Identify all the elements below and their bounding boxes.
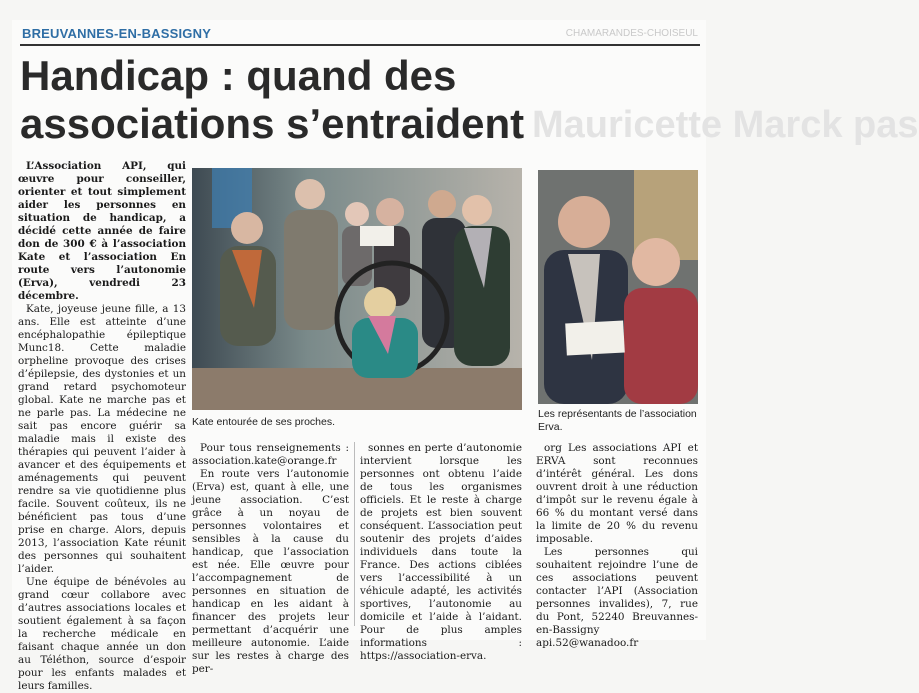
article-headline: Handicap : quand des associations s’entraident: [20, 52, 525, 147]
article-column-4: [536, 442, 698, 650]
photo-erva-image: [538, 170, 698, 404]
article-column-3: [360, 442, 522, 663]
photo-erva: [538, 170, 698, 404]
section-kicker: BREUVANNES-EN-BASSIGNY: [22, 26, 212, 41]
photo-group-image: [192, 168, 522, 410]
paragraph-join: Les personnes qui souhaitent rejoindre l’une de ces associations peuvent contacter l’API (Association personnes invalides), 7, rue du Pont, 52240 Breuvannes-en-Bassigny api.52@wanadoo.fr: [536, 546, 698, 649]
paragraph-erva-continued: sonnes en perte d’autonomie intervient lorsque les personnes ont obtenu l’aide de tous les organismes officiels. Et le reste à charge de projets est bien souvent conséquent. L’association peut soutenir des projets d’aides individuels dans toute la France. Des actions ciblées vers l’accessibilité à un véhicule adapté, les activités sportives, l’autonomie au domicile et l’aide à l’aidant. Pour de plus amples informations : https://association-erva.: [360, 442, 522, 662]
article-column-1: [18, 160, 186, 693]
paragraph-kate: Kate, joyeuse jeune fille, a 13 ans. Elle est atteinte d’une encéphalopathie épileptique Munc18. Cette maladie orpheline provoque des crises d’épilepsie, des dystonies et un grand retard psychomoteur global. Kate ne marche pas et ne parle pas. La médecine ne sait pas encore guérir sa maladie mais il existe des thérapies qui peuvent l’aider à avancer et des équipements et aménagements qui peuvent rendre sa vie quotidienne plus facile. Souvent coûteux, ils ne bénéficient pas tous d’une prise en charge. Alors, depuis 2013, l’association Kate réunit des personnes qui souhaitent l’aider.: [18, 303, 186, 575]
article-lead: L’Association API, qui œuvre pour conseiller, orienter et tout simplement aider les personnes en situation de handicap, a décidé cette année de faire don de 300 € à l’association Kate et l’association En route vers l’autonomie (Erva), vendredi 23 décembre.: [18, 160, 186, 302]
article-column-2: [192, 442, 349, 676]
ghost-header: CHAMARANDES-CHOISEUL: [565, 28, 698, 39]
paragraph-volunteers: Une équipe de bénévoles au grand cœur collabore avec d’autres associations locales et soutient également à sa façon la recherche médicale en faisant chaque année un don au Téléthon, source d’espoir pour les enfants malades et leurs familles.: [18, 576, 186, 692]
column-separator: [354, 442, 355, 626]
newspaper-page: [12, 20, 919, 692]
header-rule: [20, 44, 700, 46]
paragraph-contact-kate: Pour tous renseignements : association.kate@orange.fr: [192, 442, 349, 467]
photo-group: [192, 168, 522, 410]
photo-erva-caption: Les représentants de l’association Erva.: [538, 408, 697, 433]
photo-group-caption: Kate entourée de ses proches.: [192, 416, 336, 428]
ghost-headline: Mauricette Marck pas: [532, 104, 919, 146]
paragraph-erva: En route vers l’autonomie (Erva) est, quant à elle, une jeune association. C’est grâce à un noyau de personnes volontaires et sensibles à la cause du handicap, que l’association est née. Elle œuvre pour l’accompagnement de personnes en situation de handicap en les aidant à financer des projets leur permettant d’acquérir une meilleure autonomie. L’aide sur les restes à charge des per-: [192, 468, 349, 675]
paragraph-tax-deduction: org Les associations API et ERVA sont reconnues d’intérêt général. Les dons ouvrent droit à une réduction d’impôt sur le revenu égale à 66 % du montant versé dans la limite de 20 % du revenu imposable.: [536, 442, 698, 545]
